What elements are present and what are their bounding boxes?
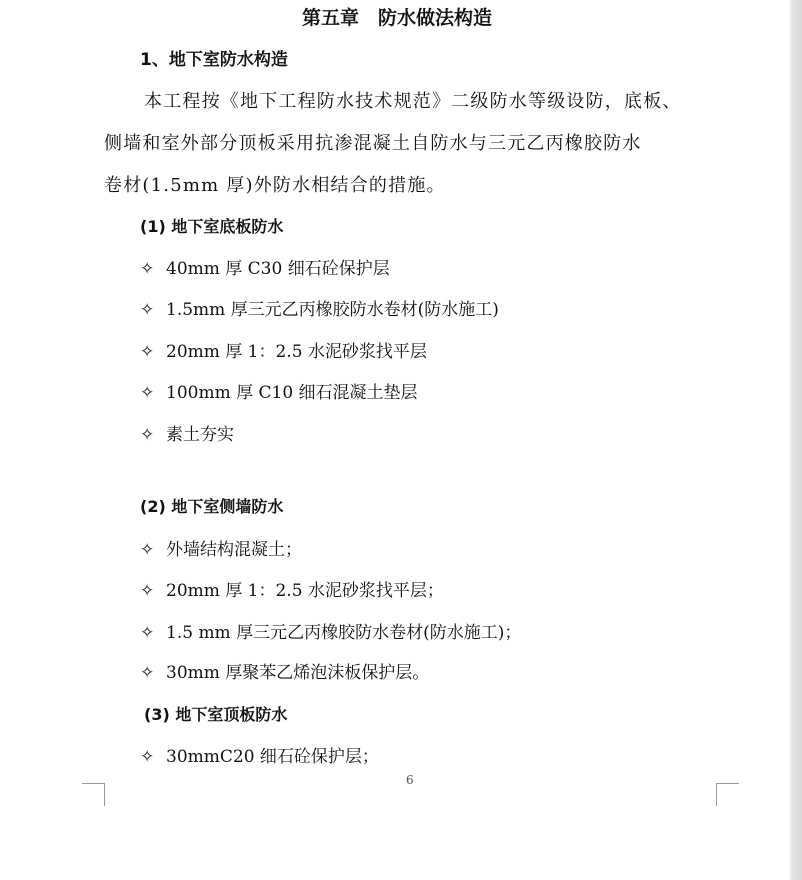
list-item xyxy=(140,745,379,769)
list-item-text: 1.5 mm 厚三元乙丙橡胶防水卷材(防水施工)； xyxy=(166,623,522,643)
bullet-icon: ✧ xyxy=(140,342,155,362)
bullet-icon: ✧ xyxy=(140,259,155,279)
list-item xyxy=(140,340,427,364)
list-item-text: 20mm 厚 1：2.5 水泥砂浆找平层； xyxy=(166,581,444,601)
margin-corner-mark-left xyxy=(82,783,105,806)
bullet-icon: ✧ xyxy=(140,425,155,445)
list-item xyxy=(140,621,521,645)
list-item-text: 30mmC20 细石砼保护层； xyxy=(166,747,379,767)
paragraph-line: 侧墙和室外部分顶板采用抗渗混凝土自防水与三元乙丙橡胶防水 xyxy=(104,133,642,154)
list-item-text: 素土夯实 xyxy=(166,425,234,445)
list-item xyxy=(140,257,390,281)
bullet-icon: ✧ xyxy=(140,383,155,403)
subsection-heading: (3) 地下室顶板防水 xyxy=(144,705,288,724)
list-item-text: 100mm 厚 C10 细石混凝土垫层 xyxy=(166,383,418,403)
list-item xyxy=(140,538,302,562)
list-item xyxy=(140,579,444,603)
section-heading: 1、地下室防水构造 xyxy=(140,50,288,70)
list-item-text: 40mm 厚 C30 细石砼保护层 xyxy=(166,259,390,279)
page-edge-shadow xyxy=(790,0,802,880)
list-item xyxy=(140,298,499,322)
bullet-icon: ✧ xyxy=(140,581,155,601)
list-item xyxy=(140,381,418,405)
list-item-text: 30mm 厚聚苯乙烯泡沫板保护层。 xyxy=(166,663,430,683)
bullet-icon: ✧ xyxy=(140,663,155,683)
chapter-title: 第五章 防水做法构造 xyxy=(302,7,493,29)
list-item xyxy=(140,661,429,685)
page-number: 6 xyxy=(406,773,414,787)
list-item xyxy=(140,423,234,447)
paragraph-line: 本工程按《地下工程防水技术规范》二级防水等级设防，底板、 xyxy=(144,91,682,112)
margin-corner-mark-right xyxy=(716,783,739,806)
bullet-icon: ✧ xyxy=(140,747,155,767)
subsection-heading: (1) 地下室底板防水 xyxy=(140,217,284,236)
subsection-heading: (2) 地下室侧墙防水 xyxy=(140,497,284,516)
paragraph-line: 卷材(1.5mm 厚)外防水相结合的措施。 xyxy=(104,175,446,196)
list-item-text: 1.5mm 厚三元乙丙橡胶防水卷材(防水施工) xyxy=(166,300,499,320)
bullet-icon: ✧ xyxy=(140,623,155,643)
bullet-icon: ✧ xyxy=(140,300,155,320)
list-item-text: 外墙结构混凝土； xyxy=(166,540,302,560)
bullet-icon: ✧ xyxy=(140,540,155,560)
list-item-text: 20mm 厚 1：2.5 水泥砂浆找平层 xyxy=(166,342,427,362)
